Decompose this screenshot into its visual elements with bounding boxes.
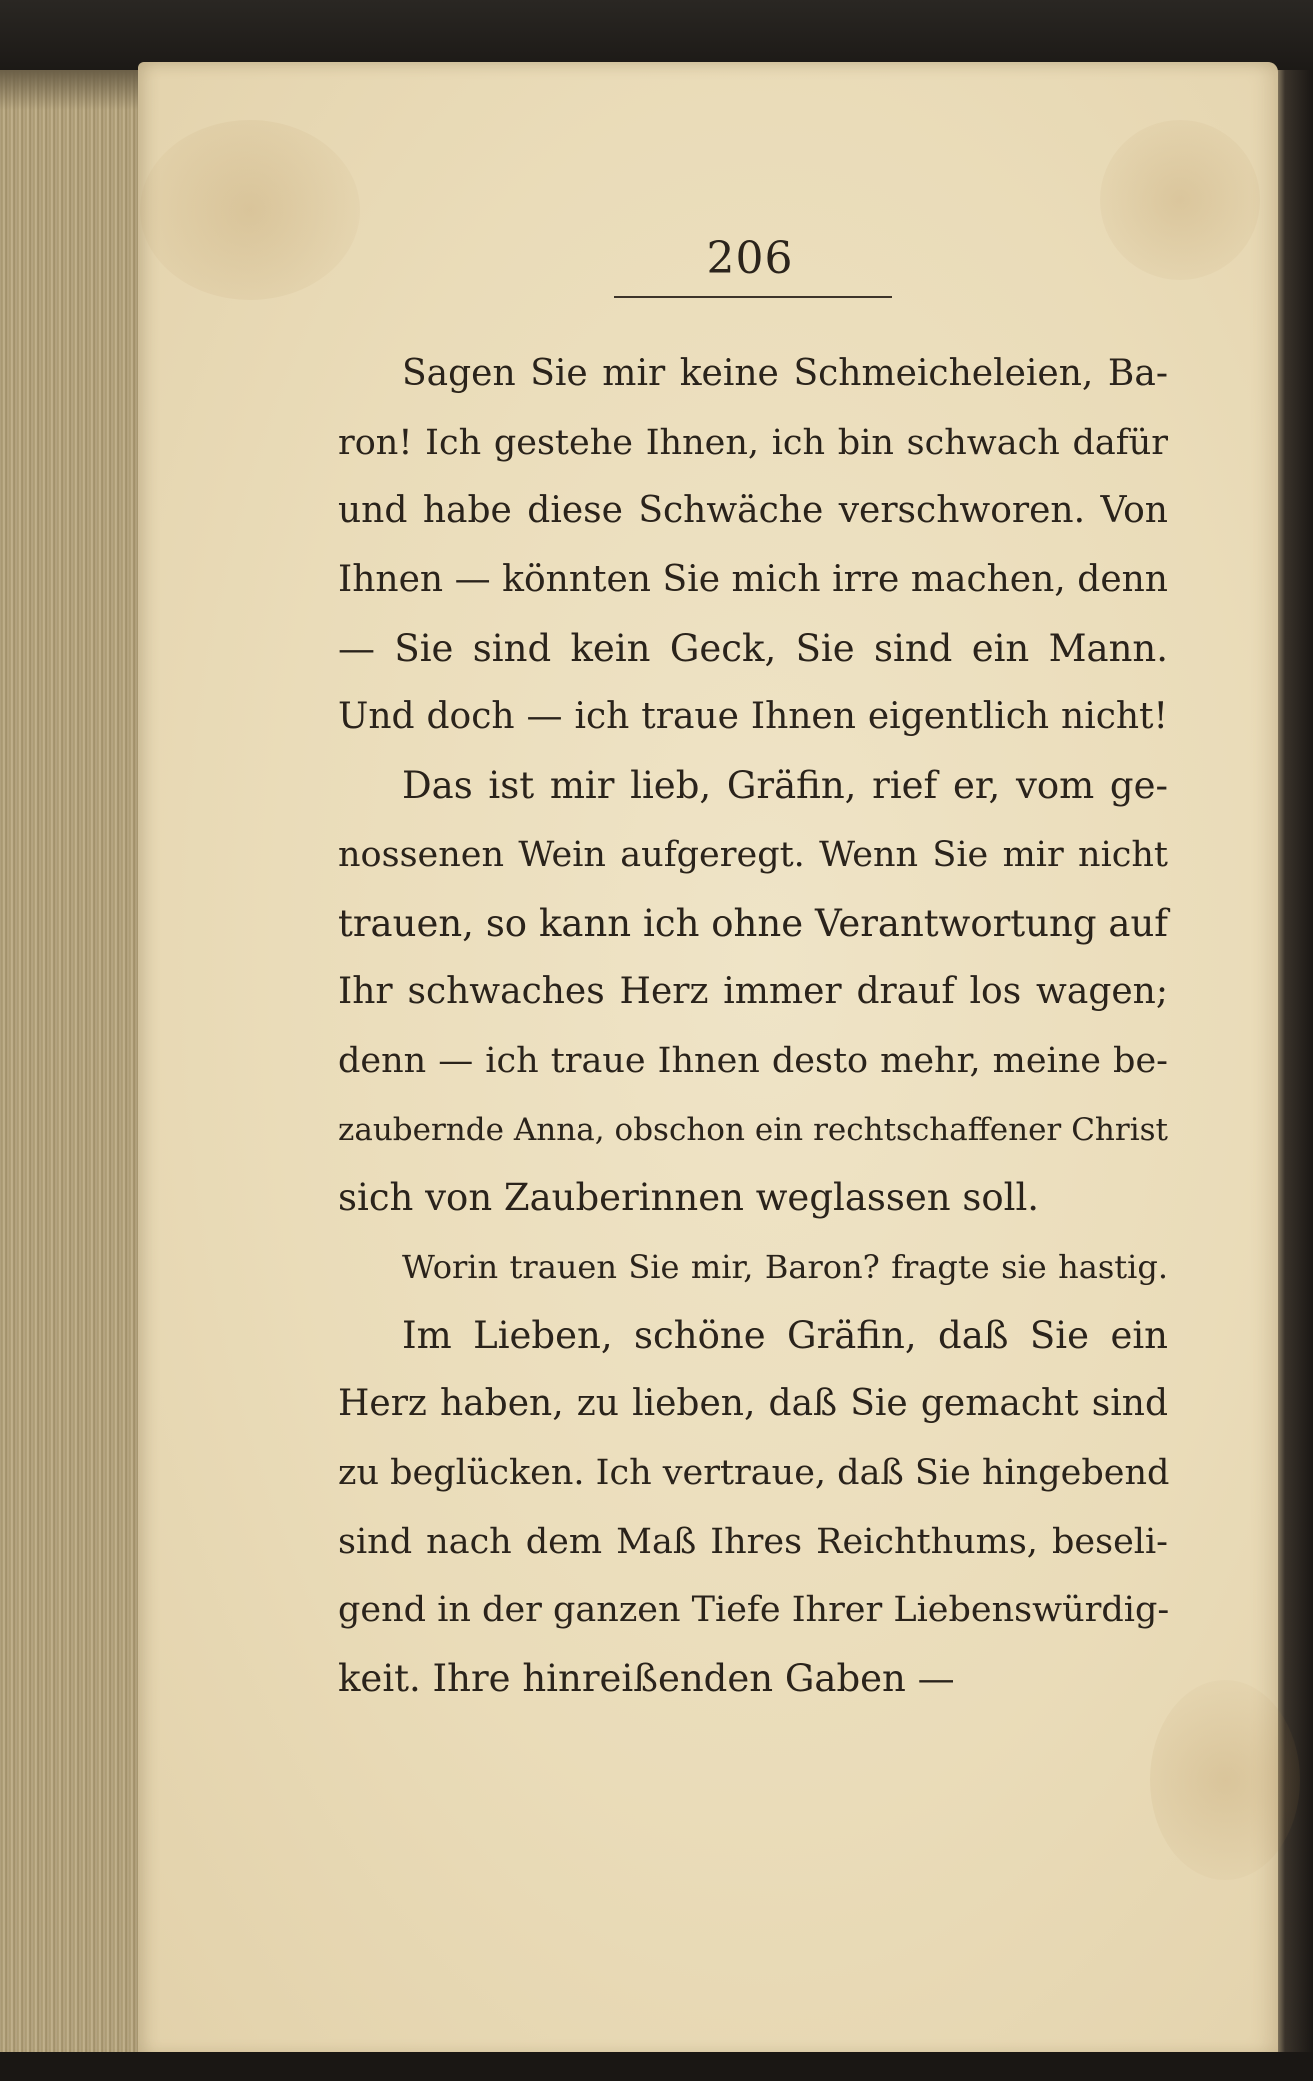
text-line: zaubernde Anna, obschon ein rechtschaffener Christ <box>338 1111 1168 1148</box>
page-text <box>338 340 1168 1714</box>
text-line: sind nach dem Maß Ihres Reichthums, beseli- <box>338 1521 1168 1562</box>
text-line: nossenen Wein aufgeregt. Wenn Sie mir nicht <box>338 834 1168 875</box>
text-line: sich von Zauberinnen weglassen soll. <box>338 1176 1040 1220</box>
text-line: und habe diese Schwäche verschworen. Von <box>338 490 1168 532</box>
text-line: trauen, so kann ich ohne Verantwortung auf <box>338 901 1168 945</box>
text-line: denn — ich traue Ihnen desto mehr, meine be- <box>338 1040 1168 1081</box>
text-line: Im Lieben, schöne Gräfin, daß Sie ein <box>402 1313 1168 1357</box>
text-line: Sagen Sie mir keine Schmeicheleien, Ba- <box>402 353 1168 394</box>
text-line: keit. Ihre hinreißenden Gaben — <box>338 1657 955 1701</box>
page-edges-shadow <box>0 70 150 110</box>
text-line: gend in der ganzen Tiefe Ihrer Liebenswürdig- <box>338 1590 1170 1631</box>
paper-stain <box>140 120 360 300</box>
text-line: Herz haben, zu lieben, daß Sie gemacht sind <box>338 1383 1168 1425</box>
header-rule <box>614 296 892 298</box>
text-line: — Sie sind kein Geck, Sie sind ein Mann. <box>338 626 1168 670</box>
paper-stain <box>1150 1680 1300 1880</box>
book-cover-bottom <box>0 2052 1313 2081</box>
text-line: Ihr schwaches Herz immer drauf los wagen; <box>338 971 1168 1013</box>
text-line: Worin trauen Sie mir, Baron? fragte sie hastig. <box>402 1247 1168 1286</box>
book-cover-top <box>0 0 1313 70</box>
page-number: 206 <box>706 233 794 284</box>
text-line: ron! Ich gestehe Ihnen, ich bin schwach dafür <box>338 422 1168 463</box>
text-line: Und doch — ich traue Ihnen eigentlich nicht! <box>338 696 1168 738</box>
text-line: Ihnen — könnten Sie mich irre machen, denn <box>338 559 1168 601</box>
text-line: Das ist mir lieb, Gräfin, rief er, vom ge- <box>402 764 1168 808</box>
text-line: zu beglücken. Ich vertraue, daß Sie hingebend <box>338 1453 1170 1493</box>
paper-stain <box>1100 120 1260 280</box>
page-edges <box>0 70 150 2060</box>
